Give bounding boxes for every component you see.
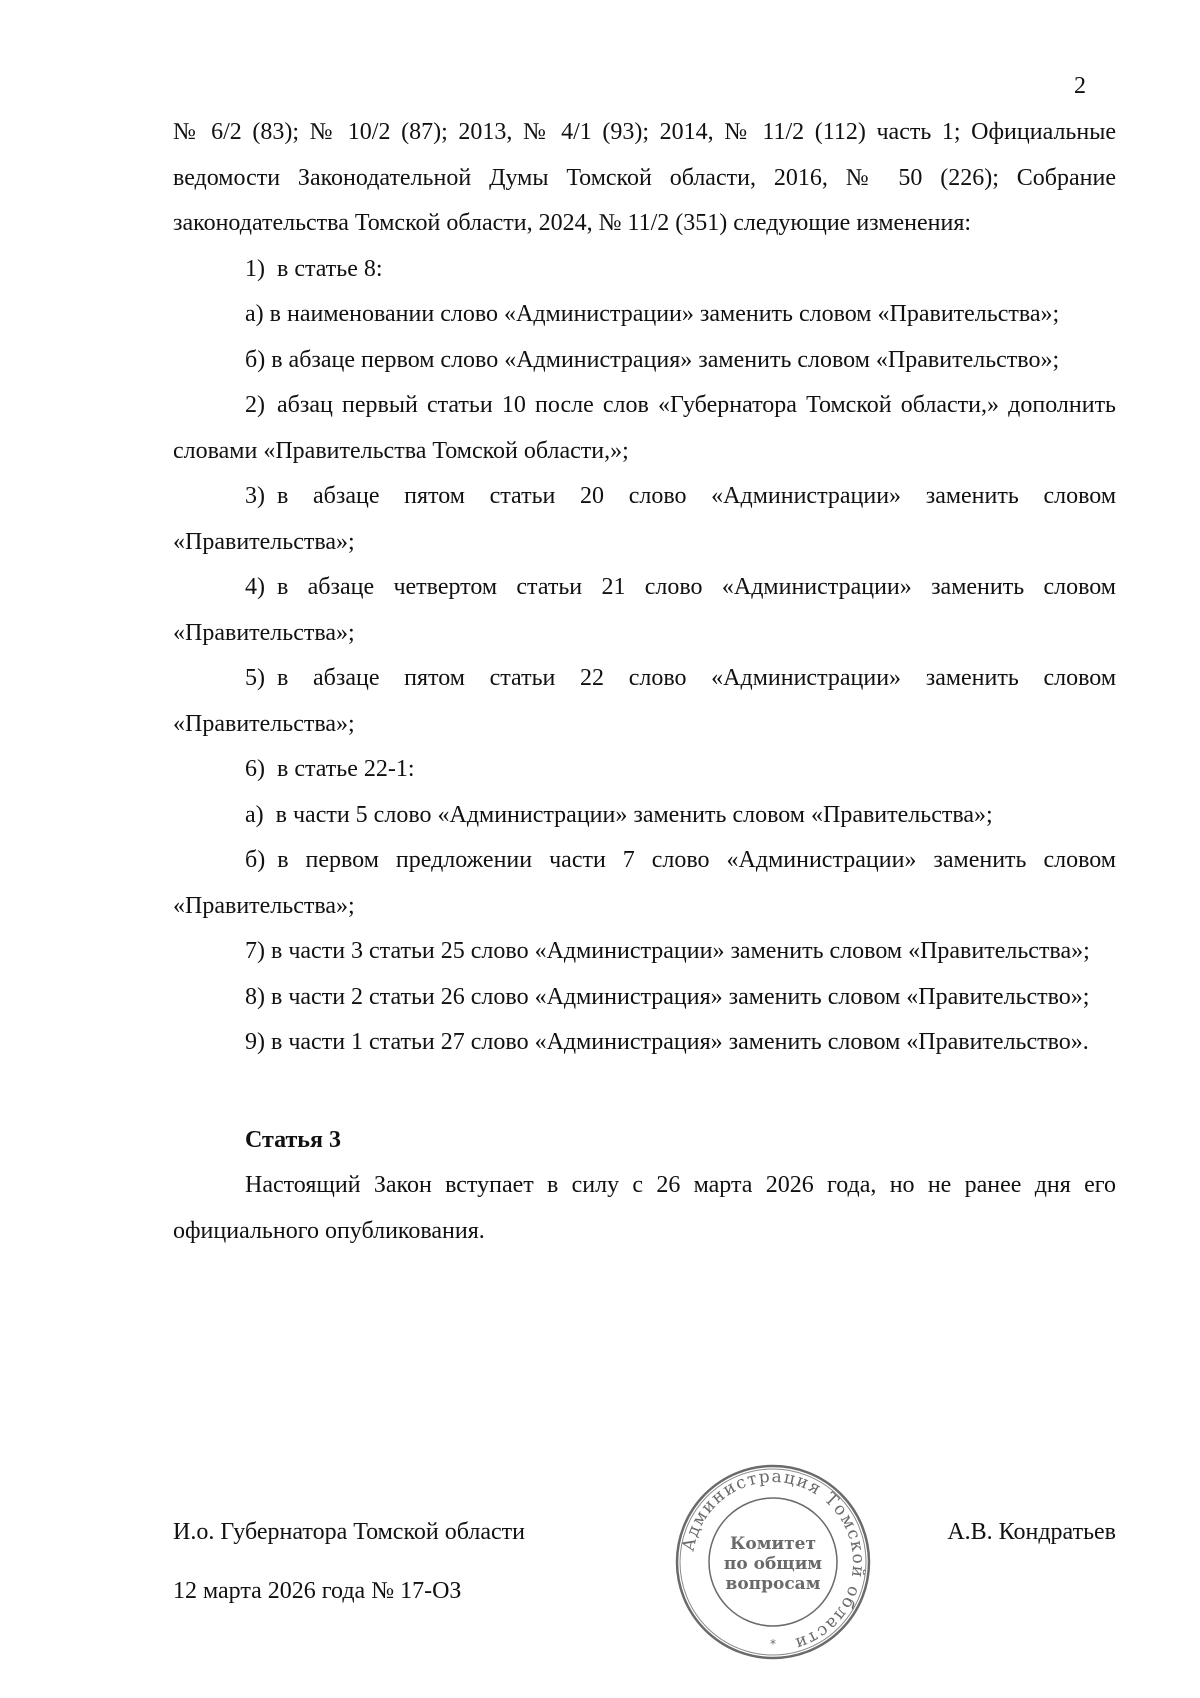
spacer <box>173 1066 1116 1118</box>
signatory-name: А.В. Кондратьев <box>947 1519 1116 1545</box>
list-item: 3) в абзаце пятом статьи 20 слово «Администрации» заменить словом «Правительства»; <box>173 483 1116 555</box>
page-number: 2 <box>1074 73 1086 99</box>
article-text: Настоящий Закон вступает в силу с 26 марта 2026 года, но не ранее дня его официального опубликования. <box>173 1172 1116 1244</box>
seal-ring-text: Администрация Томской области <box>678 1466 869 1654</box>
list-item: б) в первом предложении части 7 слово «Администрации» заменить словом «Правительства»; <box>173 847 1116 919</box>
article-title: Статья 3 <box>245 1126 341 1153</box>
list-item: 5) в абзаце пятом статьи 22 слово «Администрации» заменить словом «Правительства»; <box>173 665 1116 737</box>
list-item: 2) абзац первый статьи 10 после слов «Губернатора Томской области,» дополнить словами «Правительства Томской области,»; <box>173 392 1116 464</box>
list-item: 4) в абзаце четвертом статьи 21 слово «Администрации» заменить словом «Правительства»; <box>173 574 1116 646</box>
seal-star-icon: * <box>770 1637 776 1651</box>
list-item: 8) в части 2 статьи 26 слово «Администрация» заменить словом «Правительство»; <box>245 983 1090 1010</box>
list-item: а) в наименовании слово «Администрации» заменить словом «Правительства»; <box>245 301 1060 327</box>
official-seal <box>673 1462 873 1662</box>
law-date-number: 12 марта 2026 года № 17-ОЗ <box>173 1578 462 1604</box>
list-item: 6) в статье 22-1: <box>245 756 415 782</box>
document-body <box>173 110 1116 1254</box>
seal-line: Комитет <box>729 1534 817 1554</box>
list-item: б) в абзаце первом слово «Администрация» заменить словом «Правительство»; <box>245 346 1060 373</box>
list-item: 9) в части 1 статьи 27 слово «Администрация» заменить словом «Правительство». <box>245 1029 1089 1055</box>
list-item: а) в части 5 слово «Администрации» заменить словом «Правительства»; <box>245 801 993 828</box>
seal-line: вопросам <box>725 1574 821 1594</box>
signatory-position: И.о. Губернатора Томской области <box>173 1519 525 1545</box>
paragraph-continuation: № 6/2 (83); № 10/2 (87); 2013, № 4/1 (93); 2014, № 11/2 (112) часть 1; Официальные ведомости Законодательной Думы Томской области, 2016, № 50 (226); Собрание законодательства Томской области, 2024, № 11/2 (351) следующие изменения: <box>173 119 1116 236</box>
seal-center-text <box>673 1534 873 1594</box>
seal-line: по общим <box>723 1554 823 1574</box>
list-item: 7) в части 3 статьи 25 слово «Администрации» заменить словом «Правительства»; <box>245 938 1090 964</box>
list-item: 1) в статье 8: <box>245 255 383 282</box>
